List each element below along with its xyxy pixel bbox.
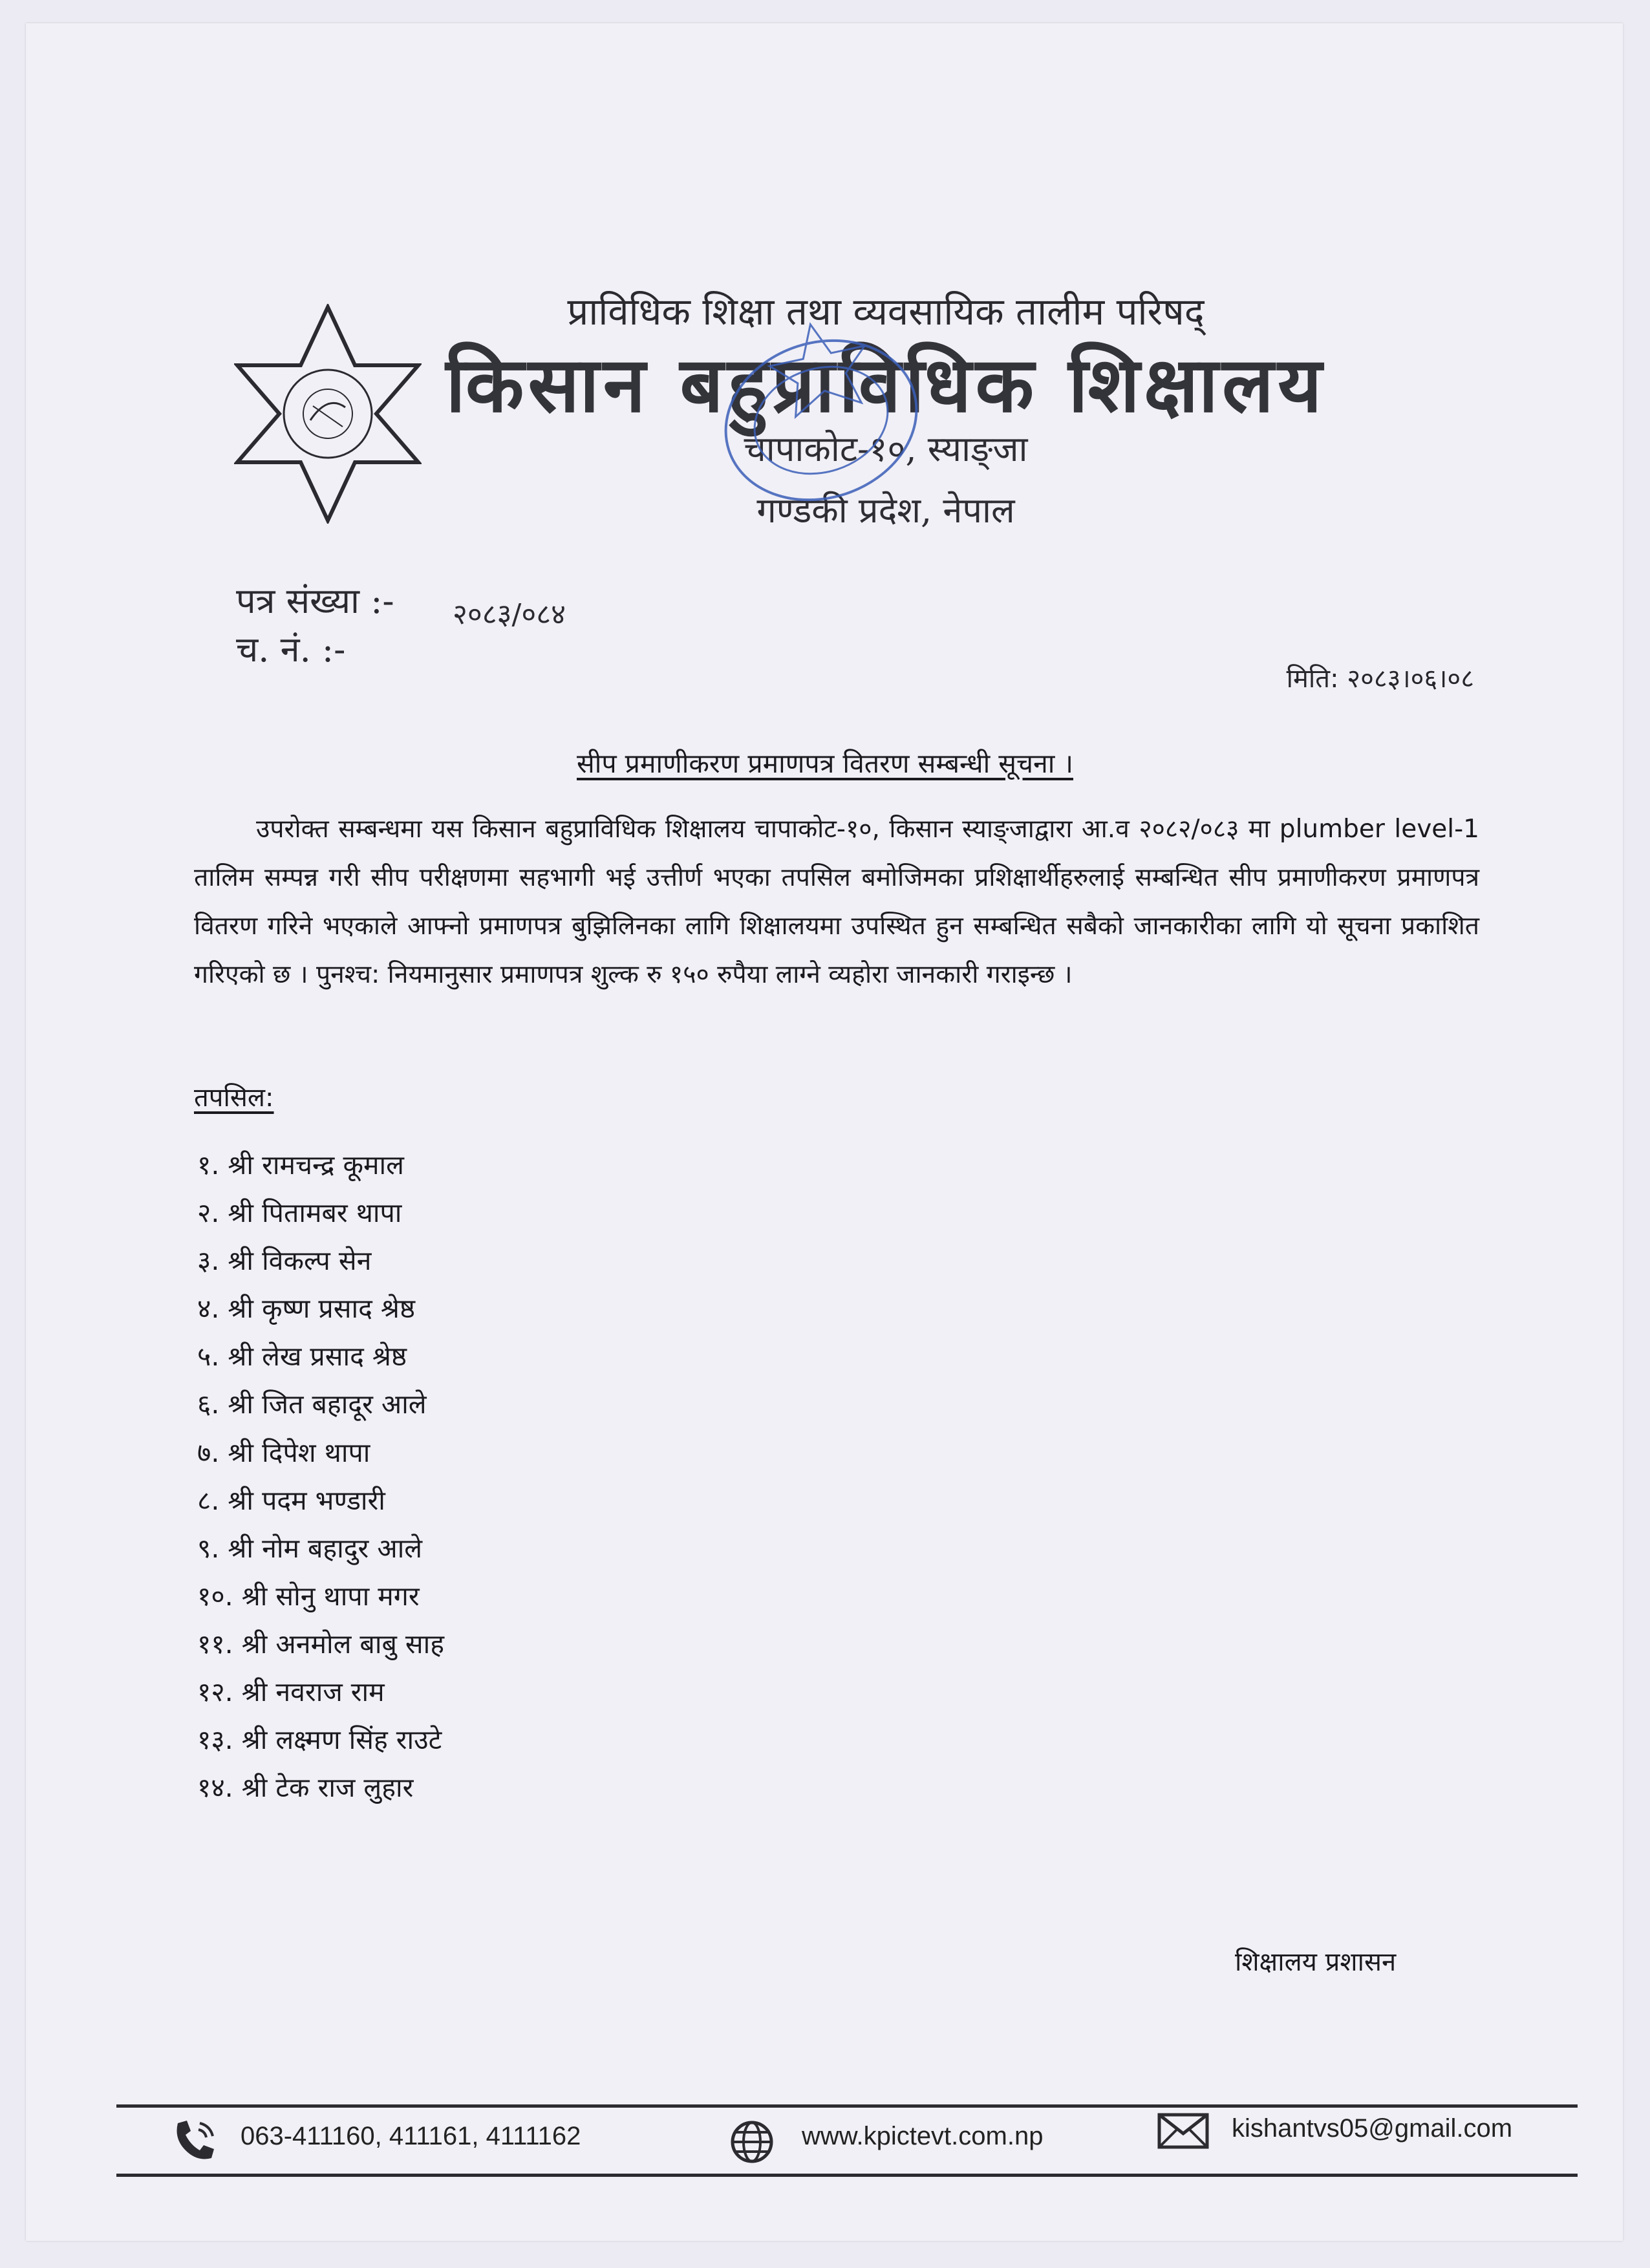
- list-item: १०. श्री सोनु थापा मगर: [197, 1580, 420, 1612]
- letter-no-value: २०८३/०८४: [453, 598, 566, 631]
- website-link[interactable]: www.kpictevt.com.np: [802, 2122, 1044, 2150]
- letter-date: मिति: २०८३।०६।०८: [1286, 664, 1474, 694]
- phone-number[interactable]: 063-411160, 411161, 4111162: [241, 2122, 581, 2150]
- list-item: २. श्री पितामबर थापा: [197, 1197, 402, 1229]
- email-link[interactable]: kishantvs05@gmail.com: [1232, 2114, 1513, 2143]
- list-item: १४. श्री टेक राज लुहार: [197, 1772, 414, 1804]
- list-heading: तपसिल:: [194, 1083, 274, 1113]
- address-line-1: चापाकोट-१०, स्याङ्जा: [744, 429, 1028, 469]
- list-item: ९. श्री नोम बहादुर आले: [197, 1532, 423, 1564]
- body-text: उपरोक्त सम्बन्धमा यस किसान बहुप्राविधिक शिक्षालय चापाकोट-१०, किसान स्याङ्जाद्वारा आ.व २०८२/०८३ मा plumber level-1 तालिम सम्पन्न गरी सीप परीक्षणमा सहभागी भई उत्तीर्ण भएका तपसिल बमोजिमका प्रशिक्षार्थीहरुलाई सम्बन्धित सीप प्रमाणीकरण प्रमाणपत्र वितरण गरिने भएकाले आफ्नो प्रमाणपत्र बुझिलिनका लागि शिक्षालयमा उपस्थित हुन सम्बन्धित सबैको जानकारीका लागि यो सूचना प्रकाशित गरिएको छ । पुनश्च: नियमानुसार प्रमाणपत्र शुल्क रु १५० रुपैया लाग्ने व्यहोरा जानकारी गराइन्छ ।: [194, 815, 1479, 989]
- letter-no-label: पत्र संख्या :-: [236, 581, 394, 621]
- official-stamp: [672, 304, 957, 517]
- list-item: ७. श्री दिपेश थापा: [197, 1437, 370, 1468]
- dispatch-no-label: च. नं. :-: [236, 629, 346, 670]
- email-icon: [1157, 2113, 1209, 2149]
- body-paragraph: [194, 805, 1479, 999]
- list-item: १. श्री रामचन्द्र कूमाल: [197, 1150, 404, 1181]
- list-item: ३. श्री विकल्प सेन: [197, 1245, 372, 1277]
- footer-top-rule: [116, 2104, 1578, 2108]
- footer-bottom-rule: [116, 2174, 1578, 2177]
- address-line-2: गण्डकी प्रदेश, नेपाल: [756, 490, 1015, 531]
- list-item: १२. श्री नवराज राम: [197, 1676, 385, 1708]
- globe-icon: [729, 2119, 775, 2165]
- list-item: ६. श्री जित बहादूर आले: [197, 1389, 427, 1420]
- list-item: १३. श्री लक्ष्मण सिंह राउटे: [197, 1724, 442, 1756]
- council-name: प्राविधिक शिक्षा तथा व्यवसायिक तालीम परिषद्: [567, 290, 1205, 334]
- phone-icon: [171, 2118, 218, 2163]
- list-item: ५. श्री लेख प्रसाद श्रेष्ठ: [197, 1341, 407, 1373]
- list-item: ८. श्री पदम भण्डारी: [197, 1484, 385, 1516]
- signature-block: शिक्षालय प्रशासन: [1235, 1947, 1397, 1977]
- list-item: ११. श्री अनमोल बाबु साह: [197, 1628, 445, 1660]
- recipient-list: [197, 1141, 444, 1812]
- school-name: किसान बहुप्राविधिक शिक्षालय: [445, 339, 1326, 429]
- nepal-emblem-icon: [234, 304, 422, 524]
- subject-heading: सीप प्रमाणीकरण प्रमाणपत्र वितरण सम्बन्धी सूचना ।: [577, 748, 1073, 779]
- list-item: ४. श्री कृष्ण प्रसाद श्रेष्ठ: [197, 1293, 416, 1325]
